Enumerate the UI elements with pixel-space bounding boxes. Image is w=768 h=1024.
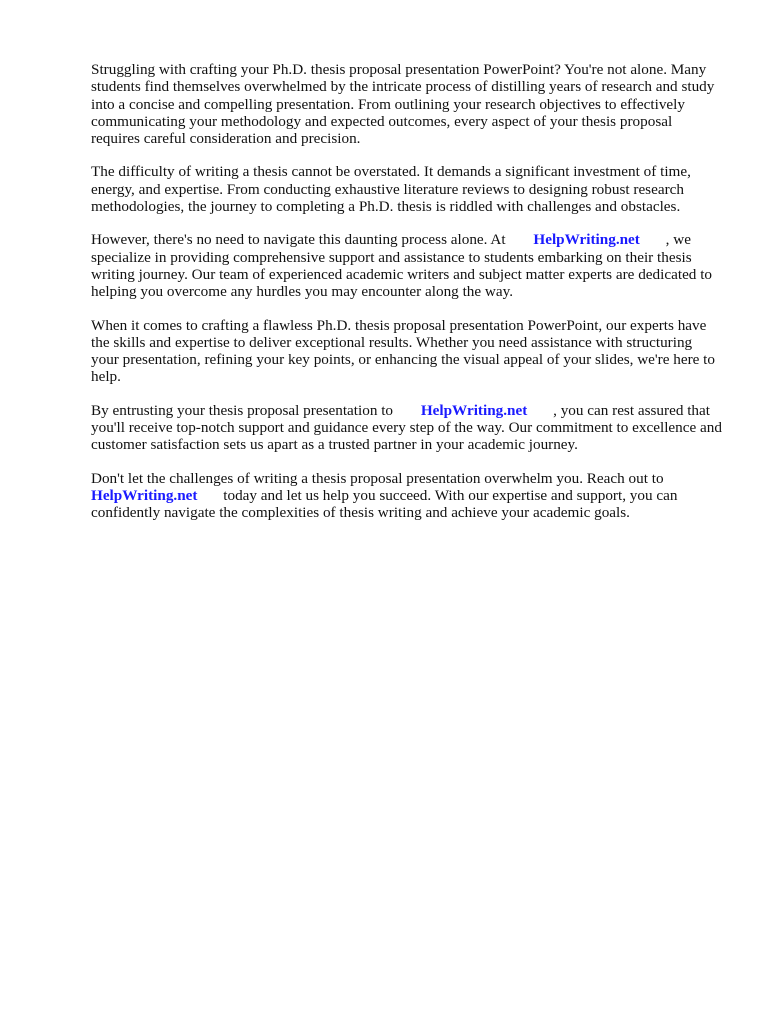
paragraph-difficulty bbox=[91, 163, 723, 215]
paragraph-text: When it comes to crafting a flawless Ph.D. thesis proposal presentation PowerPoint, our experts have the skills and expertise to deliver exceptional results. Whether you need assistance with structuring your presentation, refining your key points, or enhancing the visual appeal of your slides, we're here to help. bbox=[91, 316, 715, 386]
helpwriting-link[interactable]: HelpWriting.net bbox=[91, 486, 198, 504]
paragraph-text-before: Don't let the challenges of writing a thesis proposal presentation overwhelm you. Reach out to bbox=[91, 469, 664, 487]
paragraph-text: Struggling with crafting your Ph.D. thesis proposal presentation PowerPoint? You're not alone. Many students find themselves overwhelmed by the intricate process of distilling years of research and study into a concise and compelling presentation. From outlining your research objectives to effectively communicating your methodology and expected outcomes, every aspect of your thesis proposal requires careful consideration and precision. bbox=[91, 61, 715, 148]
paragraph-experts bbox=[91, 317, 723, 386]
paragraph-entrusting bbox=[91, 402, 723, 454]
paragraph-text-after: , we specialize in providing comprehensive support and assistance to students embarking on their thesis writing journey. Our team of experienced academic writers and subject matter experts are dedicated to helping you overcome any hurdles you may encounter along the way. bbox=[91, 231, 713, 301]
paragraph-intro bbox=[91, 61, 723, 147]
paragraph-text-after: , you can rest assured that you'll receive top-notch support and guidance every step of the way. Our commitment to excellence and customer satisfaction sets us apart as a trusted partner in your academic journey. bbox=[91, 401, 722, 454]
helpwriting-link[interactable]: HelpWriting.net bbox=[420, 401, 528, 419]
document-body bbox=[91, 61, 723, 538]
paragraph-text-after: today and let us help you succeed. With our expertise and support, you can confidently navigate the complexities of thesis writing and achieve your academic goals. bbox=[91, 486, 678, 522]
paragraph-text-before: By entrusting your thesis proposal presentation to bbox=[91, 401, 394, 419]
paragraph-support bbox=[91, 231, 723, 300]
paragraph-text: The difficulty of writing a thesis cannot be overstated. It demands a significant investment of time, energy, and expertise. From conducting exhaustive literature reviews to designing robust research methodologies, the journey to completing a Ph.D. thesis is riddled with challenges and obstacles. bbox=[91, 163, 691, 216]
paragraph-call-to-action bbox=[91, 470, 723, 522]
paragraph-text-before: However, there's no need to navigate this daunting process alone. At bbox=[91, 231, 506, 249]
helpwriting-link[interactable]: HelpWriting.net bbox=[533, 231, 640, 249]
